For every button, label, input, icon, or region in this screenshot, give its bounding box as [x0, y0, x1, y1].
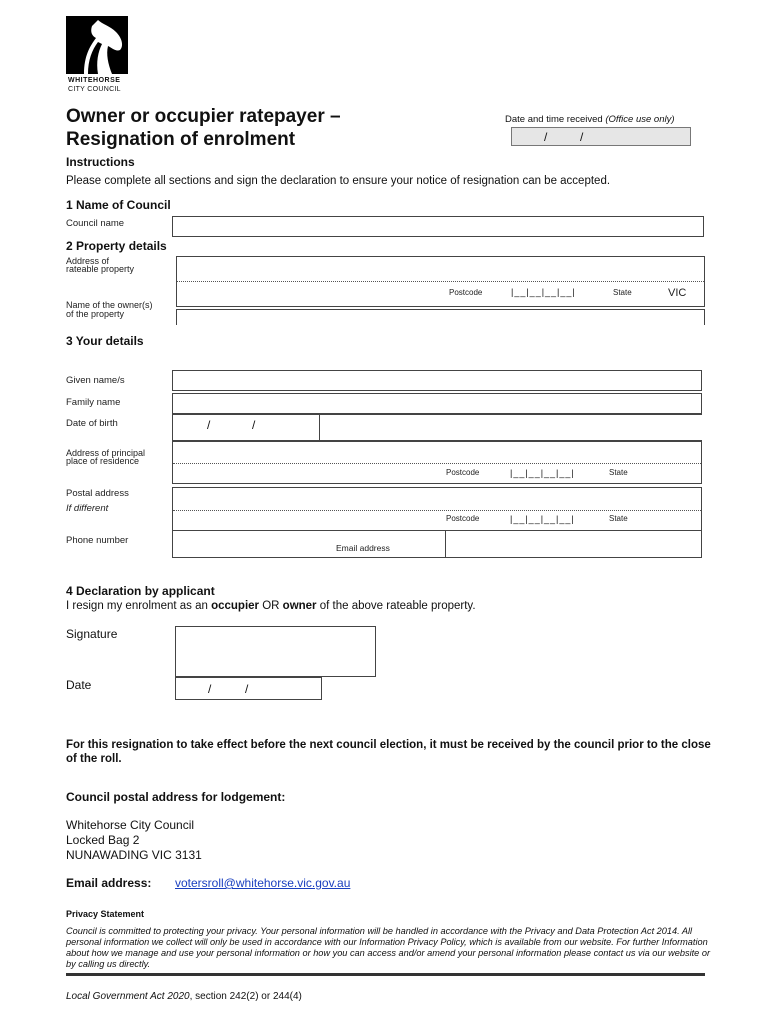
declaration-date-field[interactable]: / / — [175, 677, 322, 700]
footer-text — [66, 991, 302, 1002]
email-address-link[interactable]: votersroll@whitehorse.vic.gov.au — [175, 876, 351, 890]
residence-label-1: Address of principal — [66, 448, 146, 458]
office-use-date-box[interactable]: / / — [511, 127, 691, 146]
page-title-line2: Resignation of enrolment — [66, 129, 296, 150]
council-name-field[interactable] — [172, 216, 704, 237]
declaration-date-label: Date — [66, 678, 92, 692]
declaration-post: of the above rateable property. — [316, 600, 476, 612]
residence-state-label: State — [609, 468, 628, 477]
lodgement-heading: Council postal address for lodgement: — [66, 790, 286, 804]
section4-heading: 4 Declaration by applicant — [66, 584, 215, 598]
lodgement-line2: Locked Bag 2 — [66, 833, 140, 847]
property-state-label: State — [613, 288, 632, 297]
dob-label: Date of birth — [66, 418, 118, 429]
horse-head-icon — [66, 16, 128, 74]
owners-label-2: of the property — [66, 309, 125, 319]
privacy-text: Council is committed to protecting your privacy. Your personal information will be handled in accordance with the Privacy and Data Protection Act 2014. All personal information we collect will only be used in accordance with our Information Privacy Policy, which is available from our website. For further Information about how we manage and use your personal information or how you can access and/or amend your personal information please contact us via our website or by calling us directly. — [66, 926, 711, 969]
owners-field[interactable] — [176, 309, 705, 325]
postal-state-label: State — [609, 514, 628, 523]
section3-heading: 3 Your details — [66, 334, 144, 348]
footer-section: , section 242(2) or 244(4) — [189, 991, 302, 1002]
logo-line1: WHITEHORSE — [68, 77, 121, 84]
postal-address-field[interactable] — [172, 487, 702, 531]
property-address-label-2: rateable property — [66, 264, 135, 274]
logo-line2: CITY COUNCIL — [68, 86, 121, 93]
office-use-text: Date and time received — [505, 114, 603, 125]
declaration-owner: owner — [282, 600, 317, 612]
signature-label: Signature — [66, 627, 118, 641]
property-postcode-boxes[interactable]: |__|__|__|__| — [511, 287, 576, 297]
deadline-notice: For this resignation to take effect before the next council election, it must be received by the council prior to the close of the roll. — [66, 739, 711, 765]
declaration-or: OR — [259, 600, 283, 612]
office-use-label — [505, 114, 675, 125]
property-address-label-1: Address of — [66, 256, 110, 266]
postal-postcode-label: Postcode — [446, 514, 480, 523]
footer-act: Local Government Act 2020 — [66, 991, 190, 1002]
family-name-field[interactable] — [172, 393, 702, 414]
property-state-value: VIC — [668, 287, 687, 299]
declaration-pre: I resign my enrolment as an — [66, 600, 212, 612]
owners-label-1: Name of the owner(s) — [66, 300, 153, 310]
postal-address-label: Postal address — [66, 488, 129, 499]
declaration-occupier: occupier — [211, 600, 260, 612]
family-name-label: Family name — [66, 397, 121, 408]
postal-address-note: If different — [66, 503, 109, 514]
given-names-field[interactable] — [172, 370, 702, 391]
logo — [66, 16, 136, 96]
footer-divider — [66, 973, 705, 976]
phone-label: Phone number — [66, 535, 129, 546]
residence-label-2: place of residence — [66, 456, 140, 466]
instructions-heading: Instructions — [66, 155, 135, 169]
lodgement-line3: NUNAWADING VIC 3131 — [66, 848, 202, 862]
section1-heading: 1 Name of Council — [66, 198, 171, 212]
office-use-note: (Office use only) — [605, 114, 675, 125]
dob-field[interactable]: / / — [172, 414, 702, 441]
section2-heading: 2 Property details — [66, 239, 167, 253]
property-address-field[interactable] — [176, 256, 705, 307]
council-name-label: Council name — [66, 218, 125, 229]
email-label: Email address — [336, 543, 390, 553]
residence-postcode-label: Postcode — [446, 468, 480, 477]
property-postcode-label: Postcode — [449, 288, 483, 297]
email-address-label: Email address: — [66, 876, 152, 890]
privacy-heading: Privacy Statement — [66, 909, 145, 919]
instructions-text: Please complete all sections and sign the declaration to ensure your notice of resignation can be accepted. — [66, 175, 611, 187]
postal-postcode-boxes[interactable]: |__|__|__|__| — [510, 514, 575, 524]
signature-field[interactable] — [175, 626, 376, 677]
phone-field[interactable] — [172, 531, 702, 558]
page-title-line1: Owner or occupier ratepayer – — [66, 106, 341, 127]
declaration-text — [66, 600, 476, 612]
residence-address-field[interactable] — [172, 441, 702, 484]
residence-postcode-boxes[interactable]: |__|__|__|__| — [510, 468, 575, 478]
given-names-label: Given name/s — [66, 375, 125, 386]
lodgement-line1: Whitehorse City Council — [66, 818, 195, 832]
